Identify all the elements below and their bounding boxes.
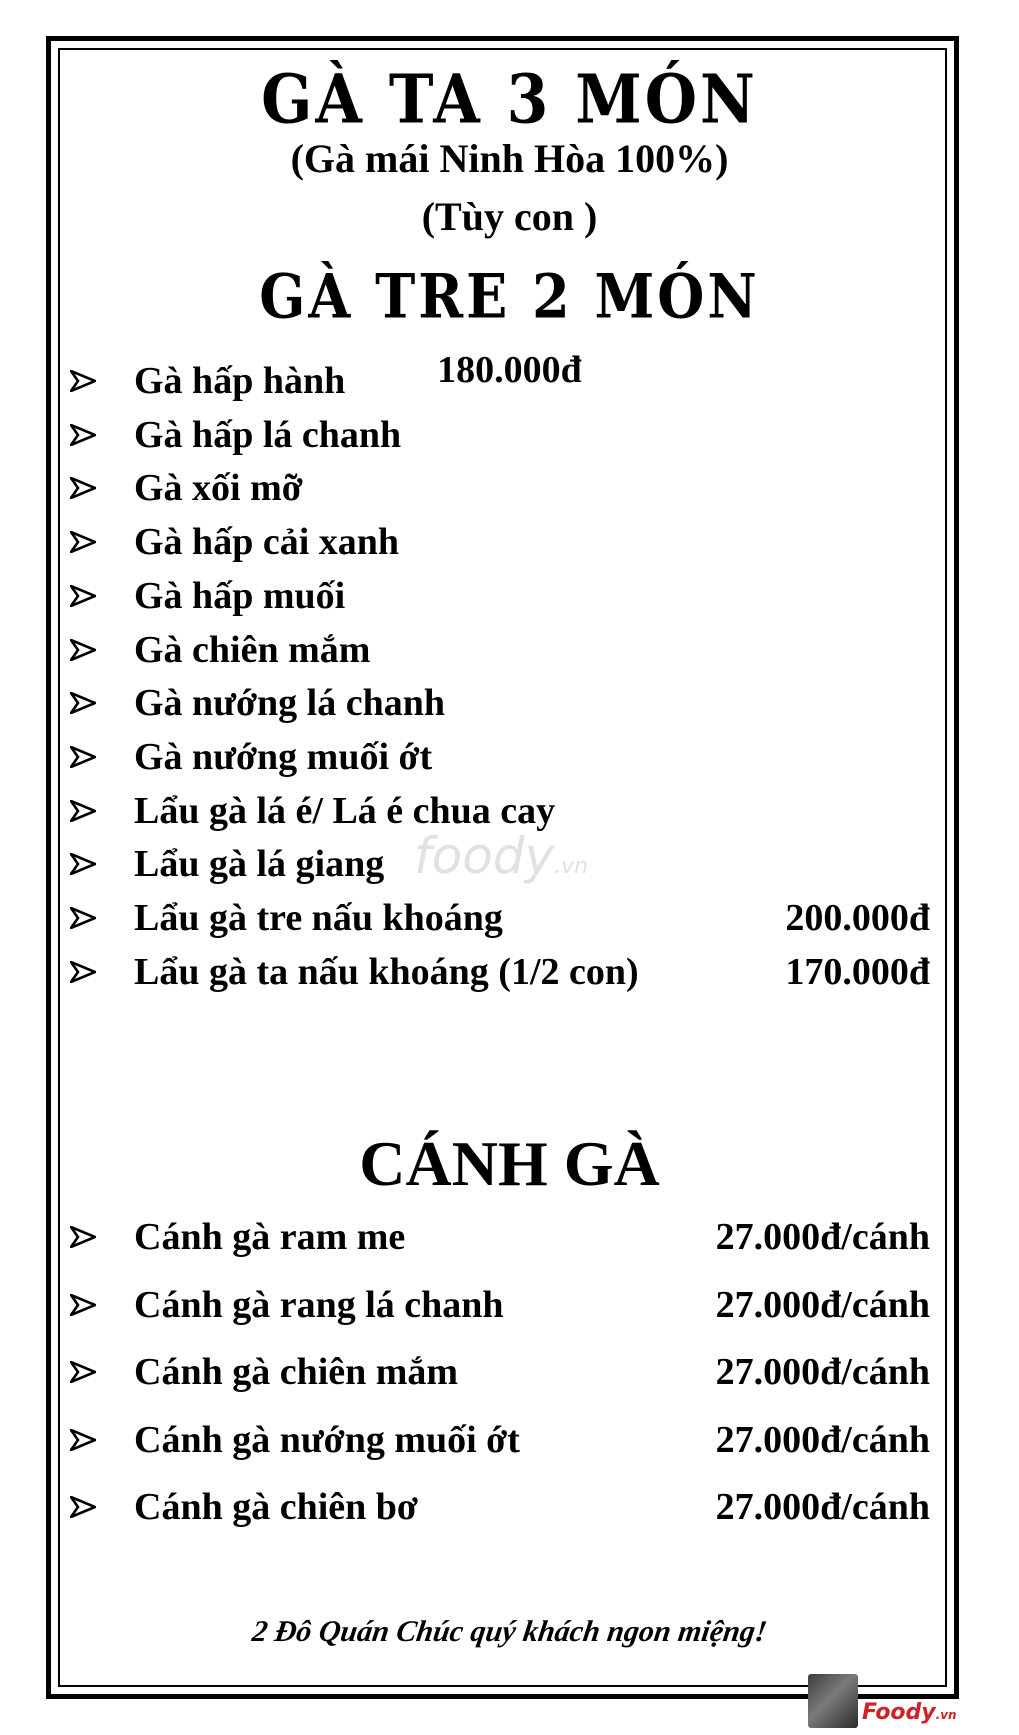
menu-item-label: Gà chiên mắm — [134, 628, 371, 671]
arrowhead-bullet-icon — [70, 1361, 96, 1383]
menu-item-price: 27.000đ/cánh — [715, 1351, 930, 1393]
arrowhead-bullet-icon — [70, 907, 96, 929]
menu-item-label: Cánh gà chiên bơ — [134, 1486, 418, 1528]
menu-item — [70, 839, 930, 889]
menu-item-label: Cánh gà ram me — [134, 1216, 406, 1258]
menu-item-price: 27.000đ/cánh — [715, 1486, 930, 1528]
arrowhead-bullet-icon — [70, 531, 96, 553]
arrowhead-bullet-icon — [70, 1496, 96, 1518]
menu-item-price: 27.000đ/cánh — [715, 1418, 930, 1461]
arrowhead-bullet-icon — [70, 746, 96, 768]
menu-item — [70, 410, 930, 460]
menu-item — [70, 893, 930, 943]
menu-item — [70, 732, 930, 782]
arrowhead-bullet-icon — [70, 1226, 96, 1248]
menu-item-label: Lẩu gà lá é/ Lá é chua cay — [134, 789, 556, 832]
foody-corner-suffix: .vn — [935, 1708, 957, 1722]
arrowhead-bullet-icon — [70, 477, 96, 499]
arrowhead-bullet-icon — [70, 853, 96, 875]
arrowhead-bullet-icon — [70, 800, 96, 822]
menu-item — [70, 1212, 930, 1262]
menu-item — [70, 947, 930, 997]
menu-item — [70, 356, 930, 406]
menu-item — [70, 517, 930, 567]
menu-item — [70, 786, 930, 836]
menu-item-label: Gà hấp muối — [134, 574, 346, 617]
arrowhead-bullet-icon — [70, 961, 96, 983]
arrowhead-bullet-icon — [70, 1429, 96, 1451]
foody-corner-brand: Foody — [862, 1700, 936, 1725]
menu-item-label: Lẩu gà lá giang — [134, 843, 385, 886]
menu-item — [70, 571, 930, 621]
menu-item-price: 27.000đ/cánh — [715, 1283, 930, 1326]
wings-section-title: CÁNH GÀ — [359, 1128, 660, 1199]
menu-item-label: Gà hấp lá chanh — [134, 413, 402, 456]
menu-item-label: Gà hấp cải xanh — [134, 521, 400, 564]
menu-item-label: Gà nướng lá chanh — [134, 682, 445, 725]
menu-item-price: 170.000đ — [785, 950, 930, 993]
arrowhead-bullet-icon — [70, 692, 96, 714]
watermark-suffix: .vn — [554, 854, 589, 879]
arrowhead-bullet-icon — [70, 585, 96, 607]
menu-title-second: GÀ TRE 2 MÓN — [259, 260, 760, 332]
foody-corner-logo — [862, 1700, 957, 1728]
menu-item — [70, 1280, 930, 1330]
arrowhead-bullet-icon — [70, 639, 96, 661]
menu-item — [70, 1482, 930, 1532]
arrowhead-bullet-icon — [70, 1294, 96, 1316]
arrowhead-bullet-icon — [70, 424, 96, 446]
menu-title: GÀ TA 3 MÓN — [261, 60, 758, 140]
menu-subtitle-origin: (Gà mái Ninh Hòa 100%) — [290, 136, 729, 181]
menu-item — [70, 463, 930, 513]
menu-item-price: 200.000đ — [785, 897, 930, 939]
menu-item — [70, 625, 930, 675]
uploader-avatar — [808, 1674, 858, 1728]
menu-item-label: Lẩu gà ta nấu khoáng (1/2 con) — [134, 950, 639, 993]
arrowhead-bullet-icon — [70, 370, 96, 392]
footer-greeting: 2 Đô Quán Chúc quý khách ngon miệng! — [250, 1615, 770, 1648]
menu-item-label: Gà hấp hành — [134, 360, 346, 402]
menu-item — [70, 1415, 930, 1465]
menu-subtitle-note: (Tùy con ) — [421, 194, 598, 239]
base-price: 180.000đ — [437, 349, 582, 391]
menu-item-label: Cánh gà nướng muối ớt — [134, 1418, 520, 1461]
menu-item — [70, 678, 930, 728]
menu-item-label: Gà nướng muối ớt — [134, 735, 433, 778]
menu-item — [70, 1347, 930, 1397]
menu-item-label: Gà xối mỡ — [134, 467, 303, 510]
watermark-brand: foody — [414, 827, 555, 885]
menu-item-label: Cánh gà rang lá chanh — [134, 1283, 504, 1326]
menu-item-label: Cánh gà chiên mắm — [134, 1351, 459, 1393]
menu-item-price: 27.000đ/cánh — [715, 1216, 930, 1258]
menu-item-label: Lẩu gà tre nấu khoáng — [134, 897, 503, 939]
